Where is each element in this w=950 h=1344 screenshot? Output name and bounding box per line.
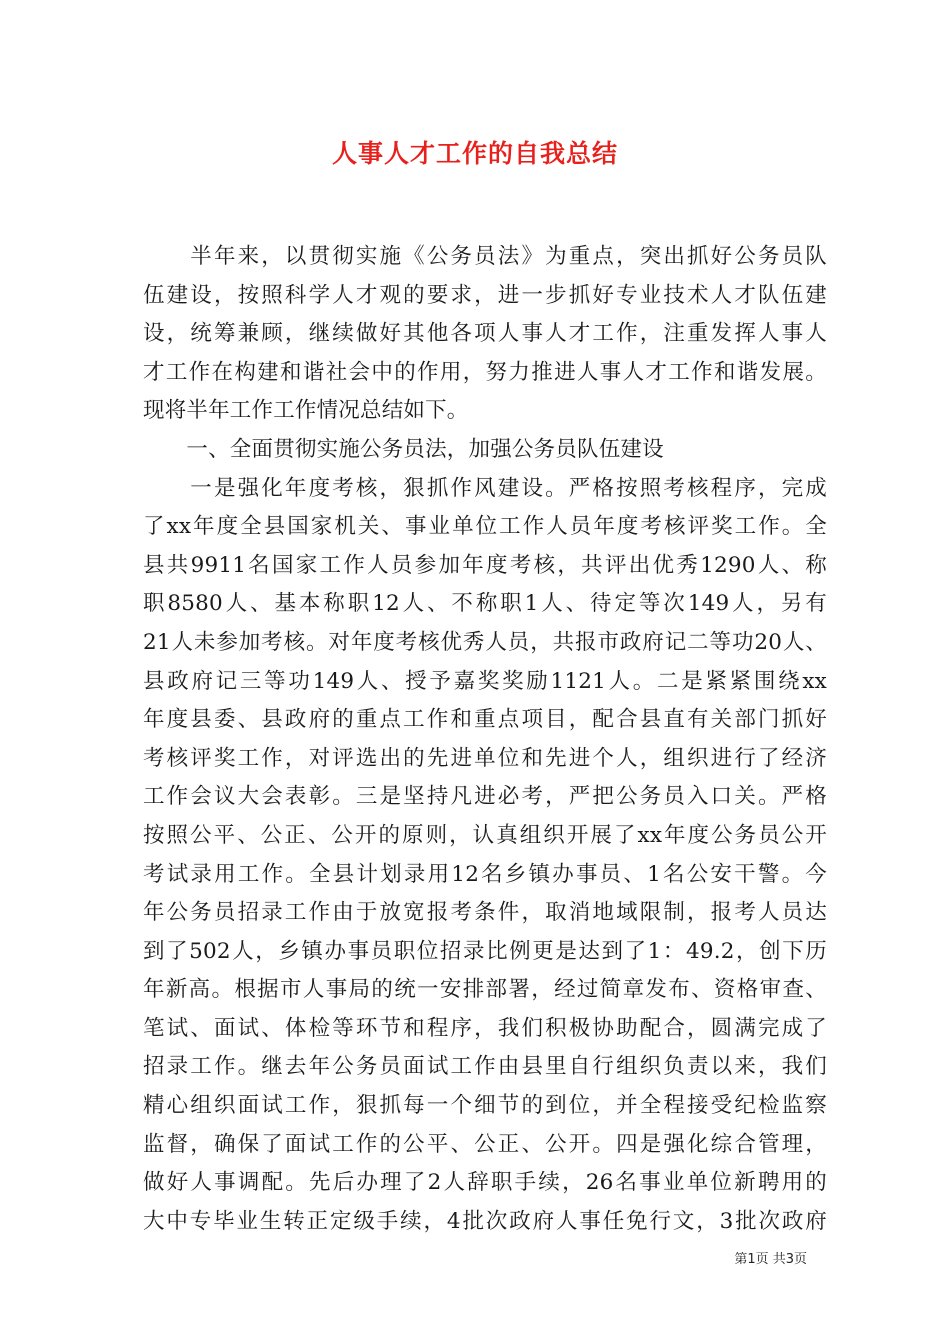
body-line: 监督，确保了面试工作的公平、公正、公开。四是强化综合管理， xyxy=(143,1131,827,1157)
body-line: 伍建设，按照科学人才观的要求，进一步抓好专业技术人才队伍建 xyxy=(143,282,827,308)
body-line: 按照公平、公正、公开的原则，认真组织开展了xx年度公务员公开 xyxy=(143,822,827,848)
body-line: 做好人事调配。先后办理了2人辞职手续，26名事业单位新聘用的 xyxy=(143,1170,827,1196)
body-line: 21人未参加考核。对年度考核优秀人员，共报市政府记二等功20人、 xyxy=(143,629,827,655)
document-title: 人事人才工作的自我总结 xyxy=(331,139,618,168)
body-line: 到了502人，乡镇办事员职位招录比例更是达到了1：49.2，创下历 xyxy=(143,938,827,964)
body-line: 了xx年度全县国家机关、事业单位工作人员年度考核评奖工作。全 xyxy=(143,514,827,540)
body-line: 笔试、面试、体检等环节和程序，我们积极协助配合，圆满完成了 xyxy=(143,1015,827,1041)
body-line: 现将半年工作工作情况总结如下。 xyxy=(143,398,469,424)
page-number-footer: 第1页 共3页 xyxy=(734,1252,807,1267)
body-line: 年公务员招录工作由于放宽报考条件，取消地域限制，报考人员达 xyxy=(143,900,827,926)
body-line: 才工作在构建和谐社会中的作用，努力推进人事人才工作和谐发展。 xyxy=(143,359,827,385)
body-line: 县共9911名国家工作人员参加年度考核，共评出优秀1290人、称 xyxy=(143,552,827,578)
body-line: 精心组织面试工作，狠抓每一个细节的到位，并全程接受纪检监察 xyxy=(143,1093,827,1119)
body-line: 年度县委、县政府的重点工作和重点项目，配合县直有关部门抓好 xyxy=(143,707,827,733)
section-heading: 一、全面贯彻实施公务员法，加强公务员队伍建设 xyxy=(143,436,664,462)
body-line: 考试录用工作。全县计划录用12名乡镇办事员、1名公安干警。今 xyxy=(143,861,827,887)
body-line: 县政府记三等功149人、授予嘉奖奖励1121人。二是紧紧围绕xx xyxy=(143,668,827,694)
body-line: 考核评奖工作，对评选出的先进单位和先进个人，组织进行了经济 xyxy=(143,745,827,771)
document-body xyxy=(143,238,827,1241)
body-line: 工作会议大会表彰。三是坚持凡进必考，严把公务员入口关。严格 xyxy=(143,784,827,810)
body-line: 设，统筹兼顾，继续做好其他各项人事人才工作，注重发挥人事人 xyxy=(143,321,827,347)
body-line: 大中专毕业生转正定级手续，4批次政府人事任免行文，3批次政府 xyxy=(143,1208,827,1234)
body-line: 年新高。根据市人事局的统一安排部署，经过简章发布、资格审查、 xyxy=(143,977,827,1003)
body-line: 半年来，以贯彻实施《公务员法》为重点，突出抓好公务员队 xyxy=(143,244,827,269)
body-line: 职8580人、基本称职12人、不称职1人、待定等次149人，另有 xyxy=(143,591,827,617)
body-line: 一是强化年度考核，狠抓作风建设。严格按照考核程序，完成 xyxy=(143,475,827,501)
body-line: 招录工作。继去年公务员面试工作由县里自行组织负责以来，我们 xyxy=(143,1054,827,1080)
